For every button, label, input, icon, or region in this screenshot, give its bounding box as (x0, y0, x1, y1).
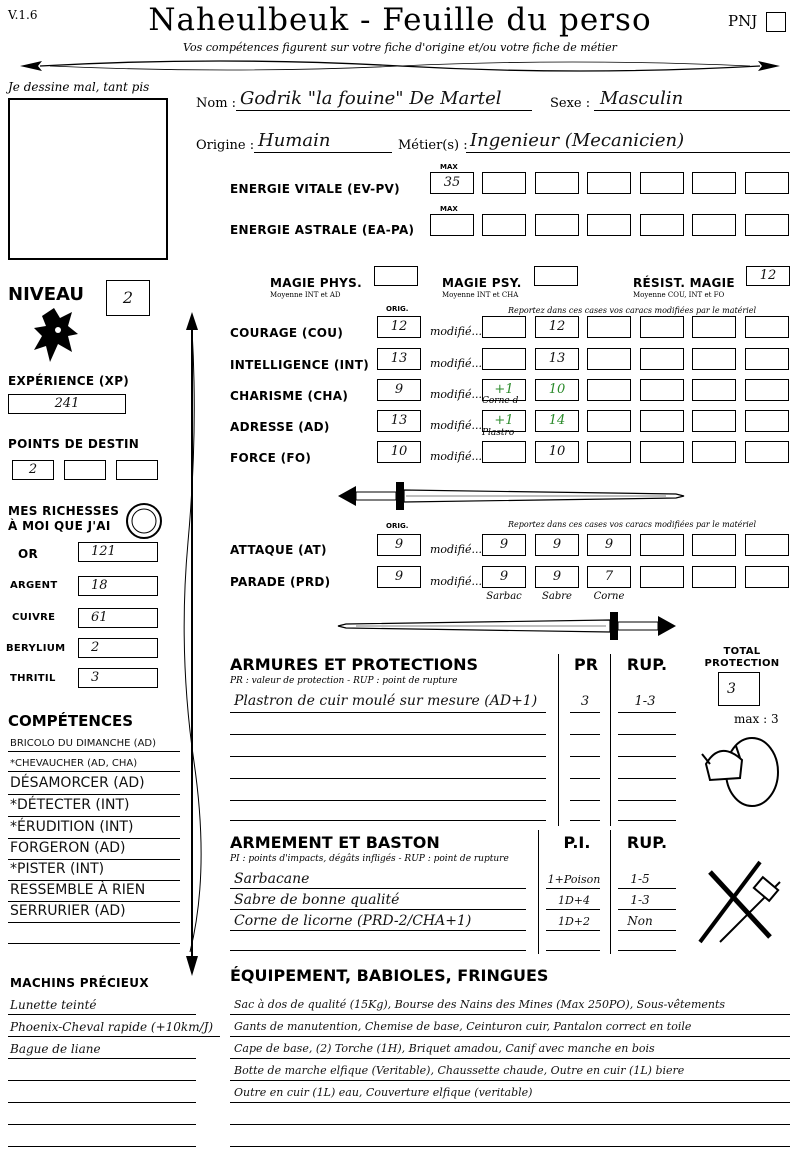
stat-mod-note: Corne d (482, 396, 519, 406)
stat-box[interactable] (535, 316, 579, 338)
stat-orig-box[interactable] (377, 379, 421, 401)
magic-phys-box[interactable] (374, 266, 418, 286)
level-value: 2 (122, 288, 134, 307)
destiny-value: 2 (28, 462, 38, 477)
money-box[interactable] (78, 576, 158, 596)
modified-label: modifié... (430, 388, 482, 401)
ea-max-box[interactable] (430, 214, 474, 236)
xp-box[interactable] (8, 394, 126, 414)
money-value: 61 (91, 610, 108, 625)
sword-illustration (336, 478, 686, 512)
money-value: 18 (91, 578, 108, 593)
stat-box[interactable] (535, 410, 579, 432)
stat-label: CHARISME (CHA) (230, 389, 349, 403)
stat-box[interactable] (640, 379, 684, 401)
money-box[interactable] (78, 638, 158, 658)
stat-mod-box[interactable] (482, 348, 526, 370)
weapon-item-rup: 1-3 (630, 893, 650, 907)
stat-modified-value: 12 (548, 319, 566, 334)
portrait-label: Je dessine mal, tant pis (8, 80, 150, 94)
parry-value: 7 (604, 569, 614, 584)
weapons-pi-header: P.I. (563, 833, 591, 852)
sword-illustration (336, 608, 686, 642)
ev-box[interactable] (535, 172, 579, 194)
sex-label: Sexe : (550, 96, 591, 111)
skill-item: *DÉTECTER (INT) (10, 797, 130, 813)
weapon-item-name: Sabre de bonne qualité (234, 892, 400, 908)
parry-box[interactable] (745, 566, 789, 588)
attack-box[interactable] (587, 534, 631, 556)
stat-orig-value: 10 (390, 444, 408, 459)
equipment-line: Botte de marche elfique (Veritable), Chaussette chaude, Outre en cuir (1L) biere (234, 1064, 685, 1077)
stat-orig-value: 9 (394, 382, 404, 397)
magic-phys-label: MAGIE PHYS. (270, 276, 362, 290)
modified-label: modifié... (430, 325, 482, 338)
modified-label: modifié... (430, 575, 482, 588)
version-label: V.1.6 (8, 8, 38, 22)
stat-box[interactable] (692, 348, 736, 370)
precious-item: Lunette teinté (10, 998, 97, 1012)
weapon-item-rup: Non (627, 914, 653, 928)
ea-box[interactable] (587, 214, 631, 236)
ev-label: ENERGIE VITALE (EV-PV) (230, 182, 400, 196)
stat-modified-value: 10 (548, 382, 566, 397)
magic-phys-note: Moyenne INT et AD (270, 291, 341, 299)
ev-box[interactable] (482, 172, 526, 194)
level-label: NIVEAU (8, 284, 84, 305)
job-label: Métier(s) : (398, 138, 468, 153)
sex-value[interactable]: Masculin (600, 88, 684, 109)
skill-item: DÉSAMORCER (AD) (10, 775, 145, 791)
stat-box[interactable] (535, 379, 579, 401)
attack-value: 9 (552, 537, 562, 552)
page-subtitle: Vos compétences figurent sur votre fiche d'origine et/ou votre fiche de métier (183, 41, 617, 54)
stat-orig-box[interactable] (377, 441, 421, 463)
money-label: OR (18, 547, 39, 561)
page-title: Naheulbeuk - Feuille du perso (148, 2, 652, 38)
weapon-column-label: Sarbac (486, 591, 522, 602)
precious-item: Phoenix-Cheval rapide (+10km/J) (10, 1020, 214, 1034)
weapon-item-pi: 1D+2 (557, 915, 591, 928)
pnj-checkbox[interactable] (766, 12, 786, 32)
pnj-label: PNJ (728, 12, 758, 30)
armor-item-rup: 1-3 (634, 694, 656, 709)
skill-item: FORGERON (AD) (10, 840, 126, 856)
stat-orig-box[interactable] (377, 348, 421, 370)
ev-max-value: 35 (443, 175, 461, 190)
weapon-item-pi: 1+Poison (547, 873, 601, 886)
stat-box[interactable] (587, 316, 631, 338)
money-box[interactable] (78, 668, 158, 688)
attack-value: 9 (499, 537, 509, 552)
money-value: 2 (91, 640, 100, 655)
weapon-column-label: Corne (593, 591, 625, 602)
attack-box[interactable] (692, 534, 736, 556)
stat-box[interactable] (587, 348, 631, 370)
modified-label: modifié... (430, 450, 482, 463)
orig-header: ORIG. (386, 305, 409, 313)
job-value[interactable]: Ingenieur (Mecanicien) (470, 130, 685, 151)
parry-value: 9 (499, 569, 509, 584)
skill-item: RESSEMBLE À RIEN (10, 882, 146, 898)
ev-box[interactable] (640, 172, 684, 194)
parry-box[interactable] (587, 566, 631, 588)
spear-illustration (180, 312, 204, 976)
parry-orig-value: 9 (394, 569, 404, 584)
attack-box[interactable] (535, 534, 579, 556)
ev-max-label: MAX (440, 163, 458, 171)
armor-pr-header: PR (573, 655, 599, 674)
name-label: Nom : (196, 96, 237, 111)
stat-box[interactable] (745, 348, 789, 370)
attack-box[interactable] (745, 534, 789, 556)
destiny-label: POINTS DE DESTIN (8, 437, 140, 451)
skill-item: BRICOLO DU DIMANCHE (AD) (10, 738, 157, 749)
ea-box[interactable] (692, 214, 736, 236)
xp-label: EXPÉRIENCE (XP) (8, 374, 130, 388)
magic-psy-label: MAGIE PSY. (442, 276, 522, 290)
weapons-title: ARMEMENT ET BASTON (230, 833, 440, 852)
magic-res-value: 12 (759, 268, 777, 283)
ea-box[interactable] (745, 214, 789, 236)
xp-value: 241 (54, 396, 80, 411)
ea-box[interactable] (482, 214, 526, 236)
stat-box[interactable] (640, 348, 684, 370)
stats-note: Reportez dans ces cases vos caracs modifiées par le matériel (508, 306, 757, 315)
stat-label: INTELLIGENCE (INT) (230, 358, 369, 372)
modified-label: modifié... (430, 357, 482, 370)
weapon-item-rup: 1-5 (630, 872, 650, 886)
coin-icon (124, 501, 164, 541)
stat-box[interactable] (745, 379, 789, 401)
ea-max-label: MAX (440, 205, 458, 213)
equipment-line: Sac à dos de qualité (15Kg), Bourse des Nains des Mines (Max 250PO), Sous-vêtements (234, 998, 726, 1011)
stat-box[interactable] (692, 379, 736, 401)
stat-mod-value: +1 (494, 382, 514, 397)
stat-box[interactable] (640, 410, 684, 432)
attack-orig-value: 9 (394, 537, 404, 552)
total-protection-label: TOTAL PROTECTION (704, 646, 780, 669)
equipment-line: Gants de manutention, Chemise de base, Ceinturon cuir, Pantalon correct en toile (234, 1020, 692, 1033)
money-value: 3 (91, 670, 100, 685)
money-label: CUIVRE (12, 612, 56, 623)
armor-item-name: Plastron de cuir moulé sur mesure (AD+1) (234, 693, 538, 709)
stat-box[interactable] (587, 410, 631, 432)
stat-box[interactable] (587, 441, 631, 463)
weapons-subtitle: PI : points d'impacts, dégâts infligés - RUP : point de rupture (230, 854, 509, 864)
ea-label: ENERGIE ASTRALE (EA-PA) (230, 223, 415, 237)
ev-max-box[interactable] (430, 172, 474, 194)
ev-box[interactable] (692, 172, 736, 194)
stat-label: COURAGE (COU) (230, 326, 344, 340)
stat-box[interactable] (745, 410, 789, 432)
stat-box[interactable] (692, 316, 736, 338)
combat-note: Reportez dans ces cases vos caracs modifiées par le matériel (508, 520, 757, 529)
stat-label: ADRESSE (AD) (230, 420, 330, 434)
parry-box[interactable] (640, 566, 684, 588)
origin-label: Origine : (196, 138, 255, 153)
modified-label: modifié... (430, 543, 482, 556)
money-label: BERYLIUM (6, 643, 66, 654)
helmet-shield-icon (696, 724, 784, 812)
stat-mod-box[interactable] (482, 441, 526, 463)
precious-item: Bague de liane (10, 1042, 101, 1056)
magic-res-box[interactable] (746, 266, 790, 286)
parry-box[interactable] (692, 566, 736, 588)
combat-orig-header: ORIG. (386, 522, 409, 530)
stat-orig-value: 12 (390, 319, 408, 334)
skills-label: COMPÉTENCES (8, 712, 134, 730)
total-protection-box[interactable] (718, 672, 760, 706)
precious-label: MACHINS PRÉCIEUX (10, 976, 149, 990)
name-value[interactable]: Godrik "la fouine" De Martel (240, 88, 502, 109)
stat-modified-value: 14 (548, 413, 566, 428)
level-box[interactable] (106, 280, 150, 316)
parry-box[interactable] (535, 566, 579, 588)
ea-box[interactable] (535, 214, 579, 236)
parry-label: PARADE (PRD) (230, 575, 331, 589)
parry-orig-box[interactable] (377, 566, 421, 588)
weapon-item-name: Sarbacane (234, 871, 310, 887)
ev-box[interactable] (587, 172, 631, 194)
weapons-icon (690, 852, 790, 952)
magic-res-note: Moyenne COU, INT et FO (633, 291, 725, 299)
ev-box[interactable] (745, 172, 789, 194)
weapon-item-pi: 1D+4 (557, 894, 591, 907)
total-protection-max: max : 3 (734, 712, 779, 726)
destiny-box[interactable] (64, 460, 106, 480)
armor-item-pr: 3 (580, 694, 590, 709)
armor-rup-header: RUP. (626, 655, 668, 674)
attack-box[interactable] (482, 534, 526, 556)
stat-mod-box[interactable] (482, 316, 526, 338)
stat-modified-value: 13 (548, 351, 566, 366)
wealth-label: MES RICHESSES (8, 504, 120, 518)
stat-orig-value: 13 (390, 351, 408, 366)
stat-label: FORCE (FO) (230, 451, 312, 465)
stat-box[interactable] (535, 441, 579, 463)
magic-psy-note: Moyenne INT et CHA (442, 291, 519, 299)
origin-value[interactable]: Humain (258, 130, 331, 151)
armor-subtitle: PR : valeur de protection - RUP : point de rupture (230, 676, 458, 686)
money-box[interactable] (78, 542, 158, 562)
stat-orig-box[interactable] (377, 316, 421, 338)
magic-res-label: RÉSIST. MAGIE (633, 276, 735, 290)
stat-box[interactable] (745, 316, 789, 338)
stat-box[interactable] (640, 316, 684, 338)
destiny-box[interactable] (116, 460, 158, 480)
money-label: THRITIL (10, 673, 56, 684)
magic-psy-box[interactable] (534, 266, 578, 286)
parry-box[interactable] (482, 566, 526, 588)
attack-box[interactable] (640, 534, 684, 556)
equipment-title: ÉQUIPEMENT, BABIOLES, FRINGUES (230, 966, 549, 985)
skill-item: *ÉRUDITION (INT) (10, 819, 134, 835)
wealth-label-2: À MOI QUE J'AI (8, 519, 111, 533)
armor-title: ARMURES ET PROTECTIONS (230, 655, 478, 674)
equipment-line: Outre en cuir (1L) eau, Couverture elfique (veritable) (234, 1086, 533, 1099)
money-box[interactable] (78, 608, 158, 628)
skill-item: SERRURIER (AD) (10, 903, 126, 919)
stat-orig-value: 13 (390, 413, 408, 428)
attack-orig-box[interactable] (377, 534, 421, 556)
skill-item: *CHEVAUCHER (AD, CHA) (10, 758, 138, 769)
parry-value: 9 (552, 569, 562, 584)
stat-box[interactable] (587, 379, 631, 401)
attack-value: 9 (604, 537, 614, 552)
equipment-line: Cape de base, (2) Torche (1H), Briquet amadou, Canif avec manche en bois (234, 1042, 655, 1055)
skill-item: *PISTER (INT) (10, 861, 105, 877)
total-protection-value: 3 (727, 681, 736, 697)
stat-box[interactable] (535, 348, 579, 370)
stat-box[interactable] (692, 410, 736, 432)
stat-box[interactable] (745, 441, 789, 463)
money-value: 121 (91, 544, 116, 559)
ea-box[interactable] (640, 214, 684, 236)
weapon-column-label: Sabre (542, 591, 572, 602)
stat-mod-note: Plastro (482, 428, 515, 438)
weapons-rup-header: RUP. (626, 833, 668, 852)
attack-label: ATTAQUE (AT) (230, 543, 327, 557)
decorative-spear-divider (20, 54, 780, 78)
destiny-box[interactable] (12, 460, 54, 480)
stat-orig-box[interactable] (377, 410, 421, 432)
stat-modified-value: 10 (548, 444, 566, 459)
stat-box[interactable] (640, 441, 684, 463)
modified-label: modifié... (430, 419, 482, 432)
money-label: ARGENT (10, 580, 58, 591)
dragon-icon (32, 306, 82, 364)
portrait-box[interactable] (8, 98, 168, 260)
weapon-item-name: Corne de licorne (PRD-2/CHA+1) (234, 913, 472, 929)
stat-mod-value: +1 (494, 413, 514, 428)
stat-box[interactable] (692, 441, 736, 463)
